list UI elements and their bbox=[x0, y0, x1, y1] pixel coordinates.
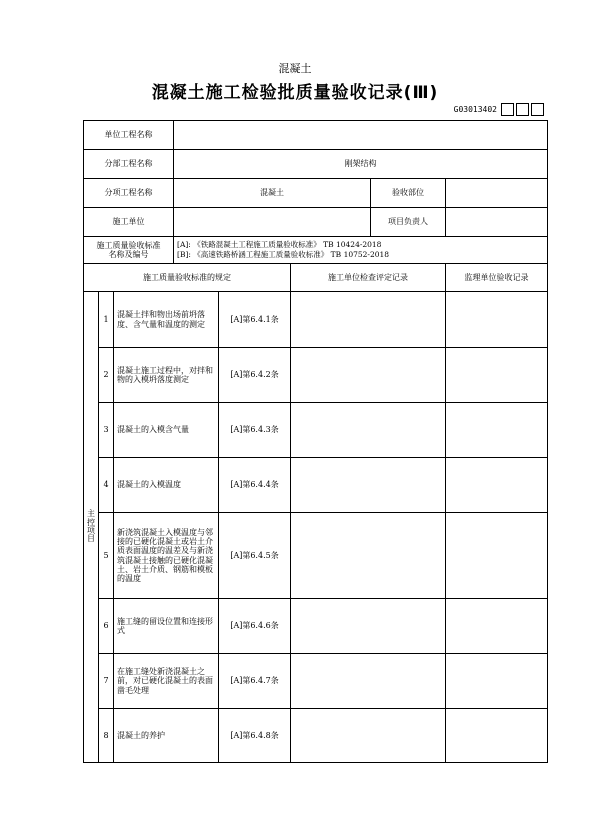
item-description: 新浇筑混凝土入模温度与邻接的已硬化混凝土或岩土介质表面温度的温差及与新浇筑混凝土接触的已硬化混凝土、岩土介质、钢筋和模板的温度 bbox=[114, 513, 219, 599]
table-row bbox=[84, 348, 548, 403]
contractor-record-cell[interactable] bbox=[291, 348, 446, 403]
item-number: 4 bbox=[99, 458, 114, 513]
item-reference: [A]第6.4.7条 bbox=[219, 654, 291, 709]
contractor-record-cell[interactable] bbox=[291, 654, 446, 709]
acceptance-part-value[interactable] bbox=[446, 179, 548, 208]
project-manager-label: 项目负责人 bbox=[371, 208, 446, 237]
code-box-3[interactable] bbox=[531, 103, 544, 116]
item-description: 混凝土施工过程中，对拌和物的入模坍落度测定 bbox=[114, 348, 219, 403]
item-reference: [A]第6.4.4条 bbox=[219, 458, 291, 513]
item-reference: [A]第6.4.6条 bbox=[219, 599, 291, 654]
construction-unit-row bbox=[84, 208, 548, 237]
item-project-label: 分项工程名称 bbox=[84, 179, 174, 208]
item-description: 混凝土的入模温度 bbox=[114, 458, 219, 513]
code-box-1[interactable] bbox=[501, 103, 514, 116]
sub-project-label: 分部工程名称 bbox=[84, 150, 174, 179]
item-reference: [A]第6.4.1条 bbox=[219, 292, 291, 348]
supervisor-record-cell[interactable] bbox=[446, 348, 548, 403]
item-description: 混凝土拌和物出场前坍落度、含气量和温度的测定 bbox=[114, 292, 219, 348]
item-description: 在施工缝处新浇混凝土之前，对已硬化混凝土的表面凿毛处理 bbox=[114, 654, 219, 709]
supervisor-record-cell[interactable] bbox=[446, 513, 548, 599]
group-label-char: 控 bbox=[87, 517, 95, 527]
standard-value bbox=[174, 237, 548, 264]
table-row bbox=[84, 458, 548, 513]
contractor-record-cell[interactable] bbox=[291, 709, 446, 763]
item-number: 1 bbox=[99, 292, 114, 348]
col-spec-header: 施工质量验收标准的规定 bbox=[84, 264, 291, 292]
supervisor-record-cell[interactable] bbox=[446, 709, 548, 763]
acceptance-record-table bbox=[83, 120, 548, 763]
acceptance-part-label: 验收部位 bbox=[371, 179, 446, 208]
supervisor-record-cell[interactable] bbox=[446, 654, 548, 709]
unit-project-label: 单位工程名称 bbox=[84, 121, 174, 150]
item-project-value[interactable]: 混凝土 bbox=[174, 179, 371, 208]
group-label-char: 主 bbox=[87, 509, 95, 519]
item-description: 施工缝的留设位置和连接形式 bbox=[114, 599, 219, 654]
sub-project-value[interactable]: 刚架结构 bbox=[174, 150, 548, 179]
supervisor-record-cell[interactable] bbox=[446, 292, 548, 348]
table-row bbox=[84, 654, 548, 709]
supervisor-record-cell[interactable] bbox=[446, 599, 548, 654]
construction-unit-label: 施工单位 bbox=[84, 208, 174, 237]
table-row bbox=[84, 403, 548, 458]
construction-unit-value[interactable] bbox=[174, 208, 371, 237]
item-description: 混凝土的养护 bbox=[114, 709, 219, 763]
item-number: 7 bbox=[99, 654, 114, 709]
column-header-row bbox=[84, 264, 548, 292]
contractor-record-cell[interactable] bbox=[291, 513, 446, 599]
contractor-record-cell[interactable] bbox=[291, 458, 446, 513]
unit-project-value[interactable] bbox=[174, 121, 548, 150]
standard-row bbox=[84, 237, 548, 264]
unit-project-row bbox=[84, 121, 548, 150]
group-label-char: 目 bbox=[87, 534, 95, 544]
table-row bbox=[84, 709, 548, 763]
table-row bbox=[84, 292, 548, 348]
item-number: 2 bbox=[99, 348, 114, 403]
document-subtitle: 混凝土 bbox=[278, 62, 312, 75]
contractor-record-cell[interactable] bbox=[291, 599, 446, 654]
item-reference: [A]第6.4.2条 bbox=[219, 348, 291, 403]
item-reference: [A]第6.4.3条 bbox=[219, 403, 291, 458]
project-manager-value[interactable] bbox=[446, 208, 548, 237]
sub-project-row bbox=[84, 150, 548, 179]
contractor-record-cell[interactable] bbox=[291, 403, 446, 458]
form-code: G03013402 bbox=[453, 104, 497, 114]
supervisor-record-cell[interactable] bbox=[446, 403, 548, 458]
item-reference: [A]第6.4.8条 bbox=[219, 709, 291, 763]
col-contractor-header: 施工单位检查评定记录 bbox=[291, 264, 446, 292]
standard-b: [B]: 《高速铁路桥涵工程施工质量验收标准》 TB 10752-2018 bbox=[177, 250, 390, 259]
item-number: 8 bbox=[99, 709, 114, 763]
code-box-2[interactable] bbox=[516, 103, 529, 116]
standard-label-line2: 名称及编号 bbox=[108, 250, 149, 259]
group-label-char: 项 bbox=[87, 526, 95, 535]
item-reference: [A]第6.4.5条 bbox=[219, 513, 291, 599]
item-number: 3 bbox=[99, 403, 114, 458]
table-row bbox=[84, 599, 548, 654]
table-row bbox=[84, 513, 548, 599]
supervisor-record-cell[interactable] bbox=[446, 458, 548, 513]
item-number: 6 bbox=[99, 599, 114, 654]
contractor-record-cell[interactable] bbox=[291, 292, 446, 348]
document-title: 混凝土施工检验批质量验收记录(Ⅲ) bbox=[151, 83, 439, 103]
standard-label-line1: 施工质量验收标准 bbox=[96, 240, 161, 250]
form-code-area bbox=[454, 102, 544, 116]
standard-label bbox=[84, 237, 174, 264]
item-project-row bbox=[84, 179, 548, 208]
standard-a: [A]: 《铁路混凝土工程施工质量验收标准》 TB 10424-2018 bbox=[177, 240, 382, 250]
item-description: 混凝土的入模含气量 bbox=[114, 403, 219, 458]
col-supervisor-header: 监理单位验收记录 bbox=[446, 264, 548, 292]
group-label-main-control bbox=[84, 292, 99, 763]
item-number: 5 bbox=[99, 513, 114, 599]
group-label-text bbox=[84, 510, 98, 544]
